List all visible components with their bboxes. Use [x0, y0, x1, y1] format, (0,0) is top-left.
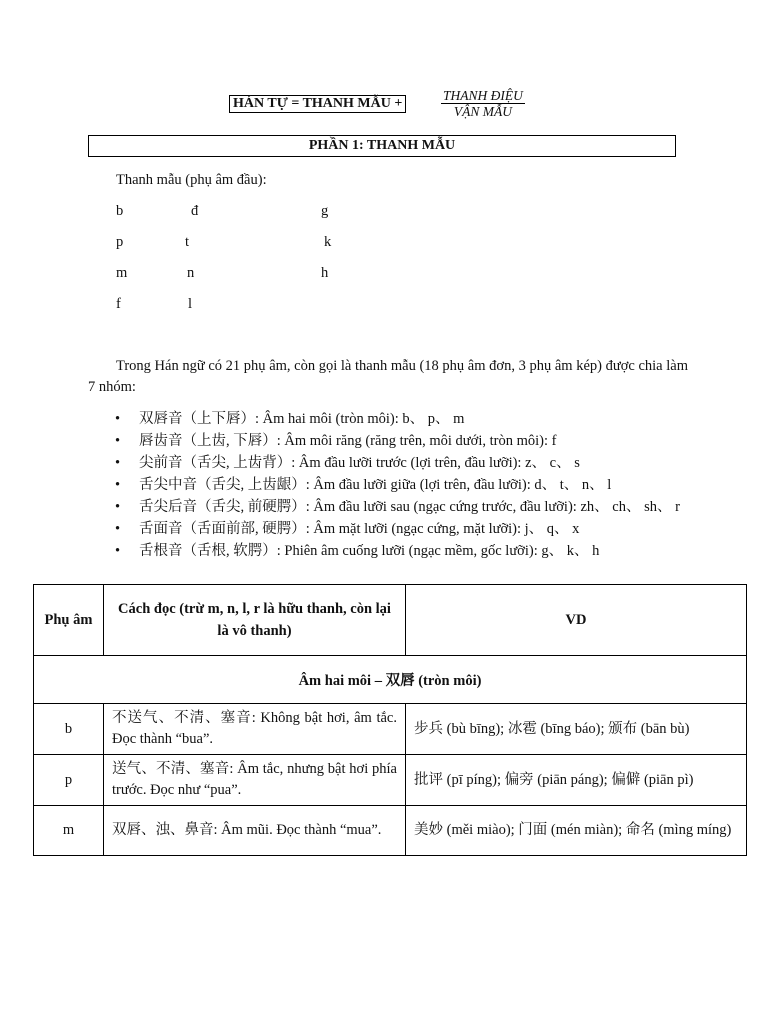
table-cell-examples: 步兵 (bù bīng); 冰雹 (bīng báo); 颁布 (bān bù) [406, 704, 747, 755]
table-header-row [34, 585, 747, 656]
table-cell-reading: 双唇、浊、鼻音: Âm mũi. Đọc thành “mua”. [104, 806, 406, 856]
table-cell-consonant: b [34, 704, 104, 755]
consonant: g [321, 203, 329, 219]
table-cell-examples: 批评 (pī píng); 偏旁 (piān páng); 偏僻 (piān pì) [406, 755, 747, 806]
part-title: PHẦN 1: THANH MẪU [88, 135, 676, 157]
formula-fraction [441, 88, 525, 120]
list-item: • 双唇音（上下唇）: Âm hai môi (tròn môi): b、 p、 m [115, 408, 695, 430]
list-item: • 唇齿音（上齿, 下唇）: Âm môi răng (răng trên, môi dưới, tròn môi): f [115, 430, 695, 452]
formula-numerator: THANH ĐIỆU [443, 88, 523, 103]
table-cell-reading: 送气、不清、塞音: Âm tắc, nhưng bật hơi phía trước. Đọc như “pua”. [104, 755, 406, 806]
table-row [34, 704, 747, 755]
table-header-cell: Phụ âm [34, 585, 104, 656]
table-header-cell: VD [406, 585, 747, 656]
list-item: • 舌尖中音（舌尖, 上齿龈）: Âm đầu lưỡi giữa (lợi trên, đầu lưỡi): d、 t、 n、 l [115, 474, 695, 496]
consonant: m [116, 265, 128, 281]
consonant: b [116, 203, 124, 219]
table-group-row [34, 656, 747, 704]
intro-paragraph [88, 356, 688, 398]
table-row [34, 755, 747, 806]
list-item: • 舌根音（舌根, 软腭）: Phiên âm cuống lưỡi (ngạc mềm, gốc lưỡi): g、 k、 h [115, 540, 695, 562]
formula-denominator: VẬN MẪU [453, 104, 512, 119]
table-cell-consonant: p [34, 755, 104, 806]
group-title: Âm hai môi – 双唇 (tròn môi) [34, 656, 747, 704]
list-item: • 舌面音（舌面前部, 硬腭）: Âm mặt lưỡi (ngạc cứng, mặt lưỡi): j、 q、 x [115, 518, 695, 540]
consonant: p [116, 234, 124, 250]
consonant: l [188, 296, 193, 312]
table-cell-consonant: m [34, 806, 104, 856]
table-row [34, 806, 747, 856]
consonant: k [324, 234, 332, 250]
formula-left: HÁN TỰ = THANH MẪU + [229, 95, 406, 113]
table-cell-reading: 不送气、不清、塞音: Không bật hơi, âm tắc. Đọc thành “bua”. [104, 704, 406, 755]
consonant: n [187, 265, 195, 281]
consonant-group-list [115, 408, 695, 562]
table-header-cell: Cách đọc (trừ m, n, l, r là hữu thanh, còn lại là vô thanh) [104, 585, 406, 656]
consonant-table [33, 584, 747, 856]
table-cell-examples: 美妙 (měi miào); 门面 (mén miàn); 命名 (mìng míng) [406, 806, 747, 856]
formula [229, 88, 549, 120]
consonant: t [185, 234, 190, 250]
intro-text: Thanh mẫu (phụ âm đầu): [116, 172, 267, 188]
intro-paragraph-text: Trong Hán ngữ có 21 phụ âm, còn gọi là thanh mẫu (18 phụ âm đơn, 3 phụ âm kép) được chia làm 7 nhóm: [88, 358, 688, 395]
list-item: • 舌尖后音（舌尖, 前硬腭）: Âm đầu lưỡi sau (ngạc cứng trước, đầu lưỡi): zh、 ch、 sh、 r [115, 496, 695, 518]
consonant: h [321, 265, 329, 281]
consonant: f [116, 296, 121, 312]
consonant: đ [191, 203, 199, 219]
list-item: • 尖前音（舌尖, 上齿背）: Âm đầu lưỡi trước (lợi trên, đầu lưỡi): z、 c、 s [115, 452, 695, 474]
